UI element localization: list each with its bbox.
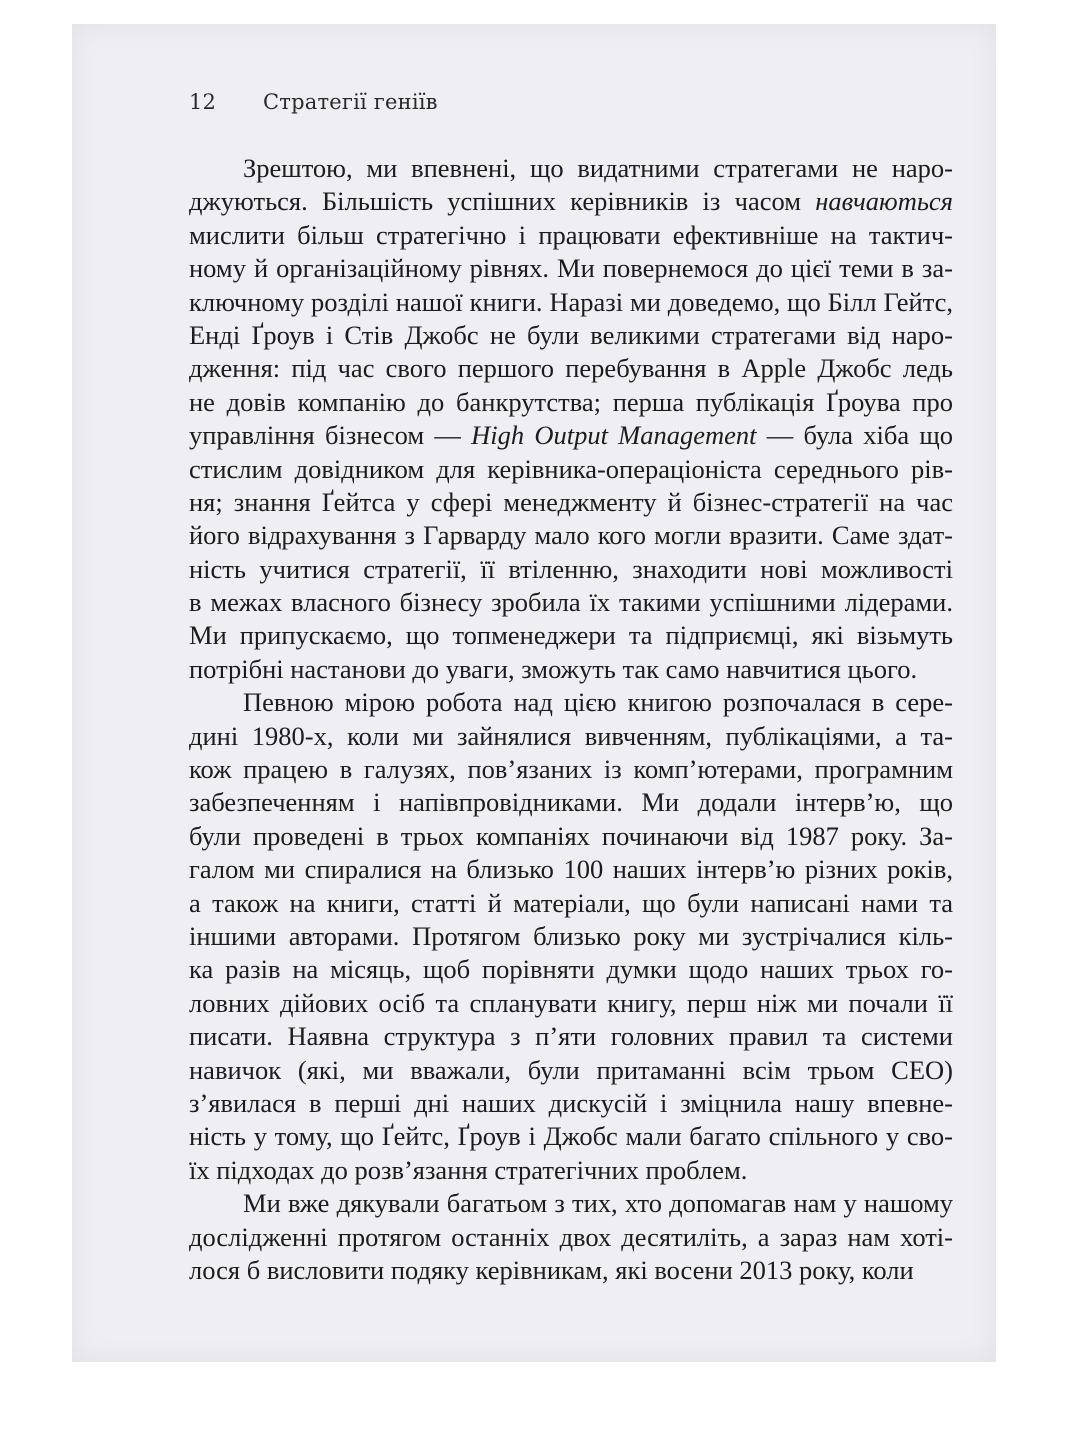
text-line: дження: під час свого першого перебування в Apple Джобс ледь [189, 353, 953, 384]
text-line: Ми вже дякували багатьом з тих, хто допомагав нам у нашому [243, 1188, 953, 1219]
text-line: мислити більш стратегічно і працювати ефективніше на тактич- [189, 219, 953, 250]
text-line [189, 185, 953, 218]
text-line: були проведені в трьох компаніях починаючи від 1987 року. За- [189, 820, 953, 851]
text-line: не довів компанію до банкрутства; перша публікація Ґроува про [189, 386, 953, 417]
text-line: лося б висловити подяку керівникам, які восени 2013 року, коли [189, 1254, 914, 1285]
text-line: Певною мірою робота над цією книгою розпочалася в сере- [243, 687, 953, 718]
paragraph [189, 152, 953, 686]
text-line: ловних дійових осіб та спланувати книгу, перш ніж ми почали її [189, 987, 953, 1018]
text-segment: джуються. Більшість успішних керівників із часом [189, 186, 816, 217]
text-line: забезпеченням і напівпровідниками. Ми додали інтерв’ю, що [189, 787, 953, 818]
text-line: а також на книги, статті й матеріали, що були написані нами та [189, 887, 953, 918]
text-line: їх підходах до розв’язання стратегічних проблем. [189, 1154, 748, 1185]
running-head [189, 90, 438, 114]
text-line: іншими авторами. Протягом близько року ми зустрічалися кіль- [189, 920, 953, 951]
text-line: галом ми спиралися на близько 100 наших інтерв’ю різних років, [189, 854, 953, 885]
text-line: ня; знання Ґейтса у сфері менеджменту й бізнес-стратегії на час [189, 486, 953, 517]
paragraph [189, 686, 953, 1187]
text-line: Енді Ґроув і Стів Джобс не були великими стратегами від наро- [189, 319, 953, 350]
text-line [189, 419, 953, 452]
page-number: 12 [189, 90, 217, 114]
text-line: дині 1980-х, коли ми зайнялися вивченням, публікаціями, а та- [189, 720, 953, 751]
text-line: потрібні настанови до уваги, зможуть так само навчитися цього. [189, 653, 918, 684]
text-line: дослідженні протягом останніх двох десятиліть, а зараз нам хоті- [189, 1221, 953, 1252]
text-line: писати. Наявна структура з п’яти головних правил та системи [189, 1021, 953, 1052]
italic-phrase: навчаються [815, 186, 953, 217]
text-line: ключному розділі нашої книги. Наразі ми доведемо, що Білл Гейтс, [189, 286, 953, 317]
text-line: Ми припускаємо, що топменеджери та підприємці, які візьмуть [189, 620, 953, 651]
book-page [72, 24, 996, 1362]
paragraph [189, 1187, 953, 1287]
text-line: стислим довідником для керівника-операціоніста середнього рів- [189, 453, 953, 484]
text-segment: — була хіба що [756, 420, 954, 451]
text-line: з’явилася в перші дні наших дискусій і зміцнила нашу впевне- [189, 1087, 953, 1118]
text-line: ність у тому, що Ґейтс, Ґроув і Джобс мали багато спільного у сво- [189, 1121, 953, 1152]
running-title: Стратегії геніїв [263, 90, 438, 114]
text-line: ка разів на місяць, щоб порівняти думки щодо наших трьох го- [189, 954, 953, 985]
text-line: в межах власного бізнесу зробила їх такими успішними лідерами. [189, 587, 953, 618]
text-line: кож працею в галузях, пов’язаних із комп’ютерами, програмним [189, 754, 953, 785]
text-segment: управління бізнесом — [189, 420, 472, 451]
body-text [189, 152, 953, 1287]
text-line: ність учитися стратегії, її втіленню, знаходити нові можливості [189, 553, 953, 584]
text-line: його відрахування з Гарварду мало кого могли вразити. Саме здат- [189, 520, 953, 551]
text-line: Зрештою, ми впевнені, що видатними стратегами не наро- [243, 153, 953, 183]
text-line: ному й організаційному рівнях. Ми повернемося до цієї теми в за- [189, 253, 953, 284]
italic-phrase: High Output Management [471, 420, 757, 451]
text-line: навичок (які, ми вважали, були притаманні всім трьом CEO) [189, 1054, 953, 1085]
